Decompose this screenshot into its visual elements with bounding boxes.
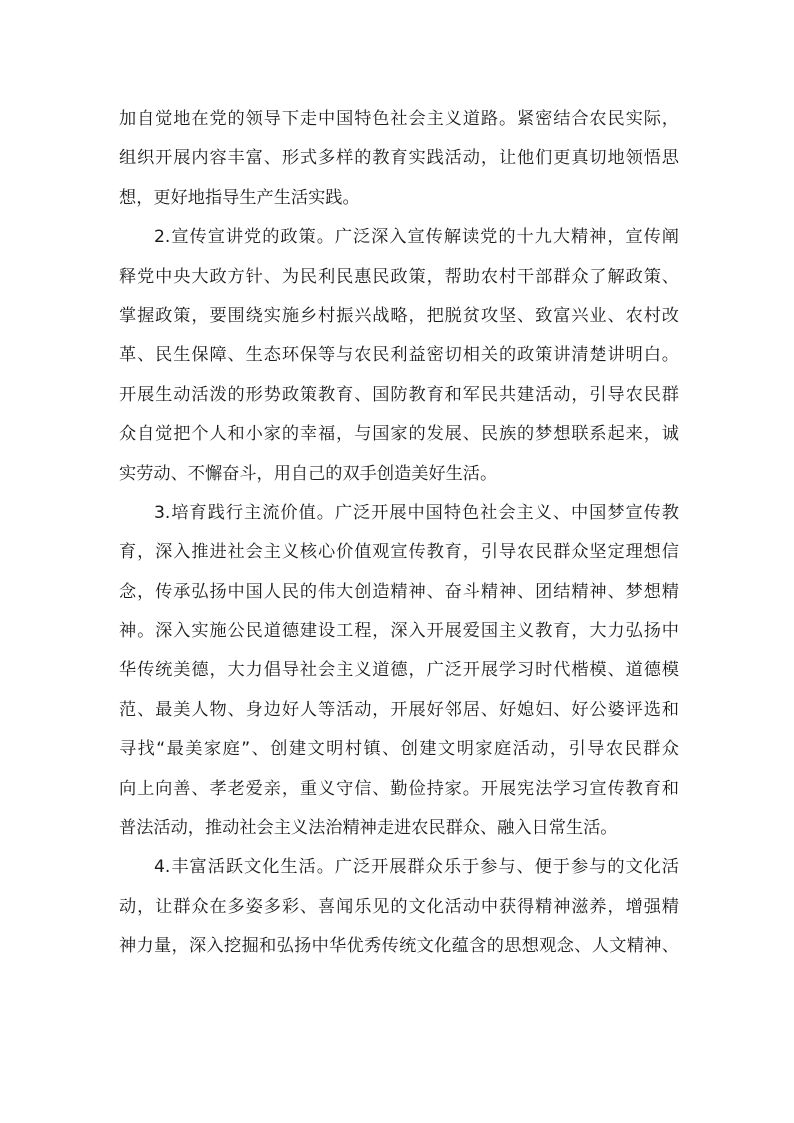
text-line: 范、最美人物、身边好人等活动，开展好邻居、好媳妇、好公婆评选和	[119, 699, 679, 720]
text-line: 革、民生保障、生态环保等与农民利益密切相关的政策讲清楚讲明白。	[119, 345, 679, 366]
text-line: 育，深入推进社会主义核心价值观宣传教育，引导农民群众坚定理想信	[119, 542, 679, 563]
text-line: 神。深入实施公民道德建设工程，深入开展爱国主义教育，大力弘扬中	[119, 621, 679, 642]
document-body	[119, 100, 679, 967]
text-line: 加自觉地在党的领导下走中国特色社会主义道路。紧密结合农民实际，	[119, 109, 679, 129]
text-line: 华传统美德，大力倡导社会主义道德，广泛开展学习时代楷模、道德模	[119, 660, 679, 681]
text-line: 想，更好地指导生产生活实践。	[119, 187, 360, 208]
text-line: 开展生动活泼的形势政策教育、国防教育和军民共建活动，引导农民群	[119, 384, 679, 405]
text-line: 实劳动、不懈奋斗，用自己的双手创造美好生活。	[119, 463, 498, 484]
text-line: 动，让群众在多姿多彩、喜闻乐见的文化活动中获得精神滋养，增强精	[119, 896, 679, 917]
text-line: 普法活动，推动社会主义法治精神走进农民群众、融入日常生活。	[119, 818, 618, 839]
text-line: 2.宣传宣讲党的政策。广泛深入宣传解读党的十九大精神，宣传阐	[154, 227, 679, 248]
text-line: 向上向善、孝老爱亲，重义守信、勤俭持家。开展宪法学习宣传教育和	[119, 778, 679, 799]
text-line: 众自觉把个人和小家的幸福，与国家的发展、民族的梦想联系起来，诚	[119, 424, 679, 445]
text-line: 释党中央大政方针、为民利民惠民政策，帮助农村干部群众了解政策、	[119, 266, 679, 287]
text-line: 念，传承弘扬中国人民的伟大创造精神、奋斗精神、团结精神、梦想精	[119, 581, 679, 602]
text-line: 4.丰富活跃文化生活。广泛开展群众乐于参与、便于参与的文化活	[154, 857, 679, 878]
text-line: 掌握政策，要围绕实施乡村振兴战略，把脱贫攻坚、致富兴业、农村改	[119, 305, 679, 326]
text-line: 寻找“最美家庭”、创建文明村镇、创建文明家庭活动，引导农民群众	[119, 739, 679, 760]
text-line: 3.培育践行主流价值。广泛开展中国特色社会主义、中国梦宣传教	[154, 502, 679, 523]
text-line: 神力量，深入挖掘和弘扬中华优秀传统文化蕴含的思想观念、人文精神、	[119, 936, 679, 957]
text-line: 组织开展内容丰富、形式多样的教育实践活动，让他们更真切地领悟思	[119, 148, 679, 169]
